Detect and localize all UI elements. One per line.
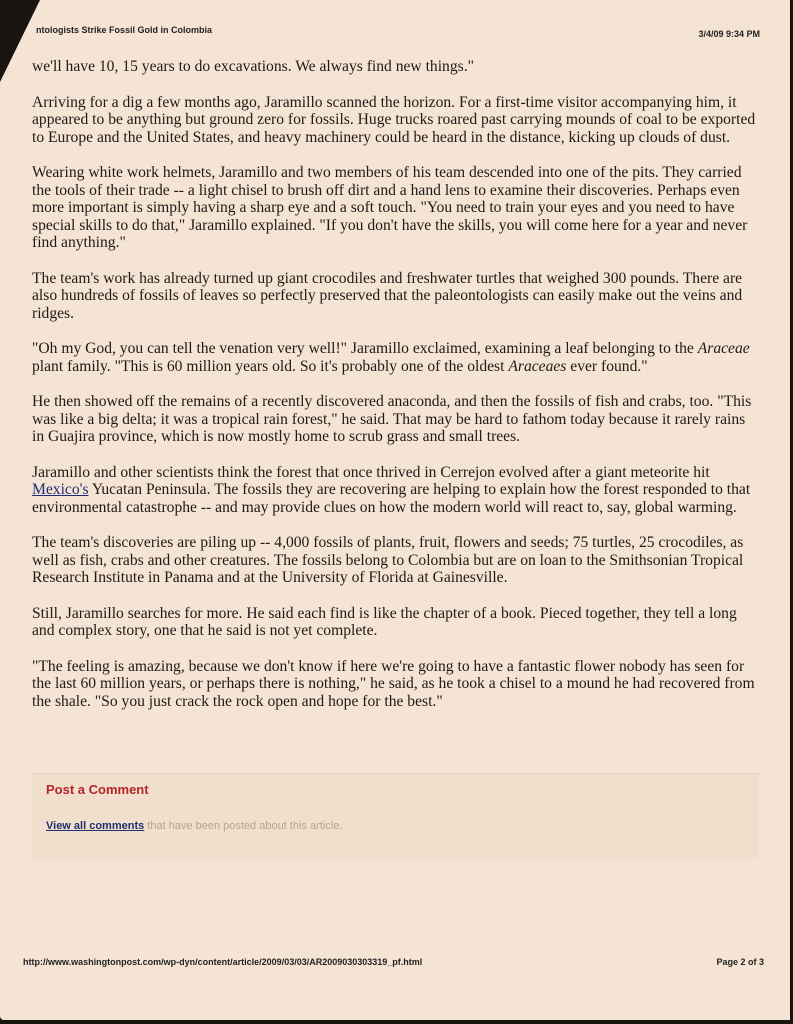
page-footer-url: http://www.washingtonpost.com/wp-dyn/content/article/2009/03/03/AR2009030303319_pf.html	[23, 957, 423, 967]
article-paragraph: Arriving for a dig a few months ago, Jaramillo scanned the horizon. For a first-time visitor accompanying him, it appeared to be anything but ground zero for fossils. Huge trucks roared past carrying mounds of coal to be exported to Europe and the United States, and heavy machinery could be heard in the distance, kicking up clouds of dust.	[32, 93, 756, 146]
article-paragraph	[32, 464, 760, 517]
paragraph-text: Jaramillo and other scientists think the forest that once thrived in Cerrejon evolved after a giant meteorite hit	[32, 463, 710, 481]
comment-section	[32, 773, 759, 859]
page-header-title: ntologists Strike Fossil Gold in Colombia	[36, 25, 213, 35]
article-paragraph	[32, 340, 760, 375]
paragraph-text: Yucatan Peninsula. The fossils they are recovering are helping to explain how the forest responded to that environmental catastrophe -- and may provide clues on how the modern world will react to, say, global warming.	[32, 481, 751, 516]
view-comments-suffix: that have been posted about this article.	[144, 820, 343, 832]
article-paragraph: The team's discoveries are piling up -- 4,000 fossils of plants, fruit, flowers and seeds; 75 turtles, 25 crocodiles, as well as fish, crabs and other creatures. The fossils belong to Colombia but are on loan to the Smithsonian Tropical Research Institute in Panama and at the University of Florida at Gainesville.	[32, 534, 744, 586]
taxon-name: Araceae	[697, 340, 750, 357]
page-number: Page 2 of 3	[716, 957, 764, 967]
article-paragraph: Wearing white work helmets, Jaramillo and two members of his team descended into one of the pits. They carried the tools of their trade -- a light chisel to brush off dirt and a hand lens to examine their discoveries. Perhaps even more important is simply having a sharp eye and a soft touch. "You need to train your eyes and you need to have special skills to do that," Jaramillo explained. "If you don't have the skills, you will come here for a year and never find anything."	[32, 164, 748, 251]
page-header-datetime: 3/4/09 9:34 PM	[698, 29, 760, 39]
view-comments-line	[46, 820, 342, 832]
folded-corner	[0, 0, 40, 82]
post-comment-heading: Post a Comment	[46, 782, 149, 797]
paragraph-text: plant family. "This is 60 million years old. So it's probably one of the oldest	[32, 357, 509, 375]
article-paragraph: "The feeling is amazing, because we don't know if here we're going to have a fantastic flower nobody has seen for the last 60 million years, or perhaps there is nothing," he said, as he took a chisel to a mound he had recovered from the shale. "So you just crack the rock open and hope for the best."	[32, 657, 755, 710]
view-all-comments-link[interactable]: View all comments	[46, 820, 145, 832]
article-paragraph: we'll have 10, 15 years to do excavations. We always find new things."	[32, 58, 474, 75]
taxon-name: Araceaes	[508, 357, 567, 375]
article-body	[32, 58, 760, 728]
mexico-link[interactable]: Mexico's	[32, 481, 89, 498]
article-paragraph: The team's work has already turned up giant crocodiles and freshwater turtles that weighed 300 pounds. There are also hundreds of fossils of leaves so perfectly preserved that the paleontologists can easily make out the veins and ridges.	[32, 269, 743, 322]
article-paragraph: He then showed off the remains of a recently discovered anaconda, and then the fossils of fish and crabs, too. "This was like a big delta; it was a tropical rain forest," he said. That may be hard to fathom today because it rarely rains in Guajira province, which is now mostly home to scrub grass and small trees.	[32, 393, 752, 445]
paragraph-text: ever found."	[566, 357, 648, 375]
paragraph-text: "Oh my God, you can tell the venation very well!" Jaramillo exclaimed, examining a leaf belonging to the	[32, 340, 698, 357]
article-paragraph: Still, Jaramillo searches for more. He said each find is like the chapter of a book. Pieced together, they tell a long and complex story, one that he said is not yet complete.	[32, 604, 737, 639]
